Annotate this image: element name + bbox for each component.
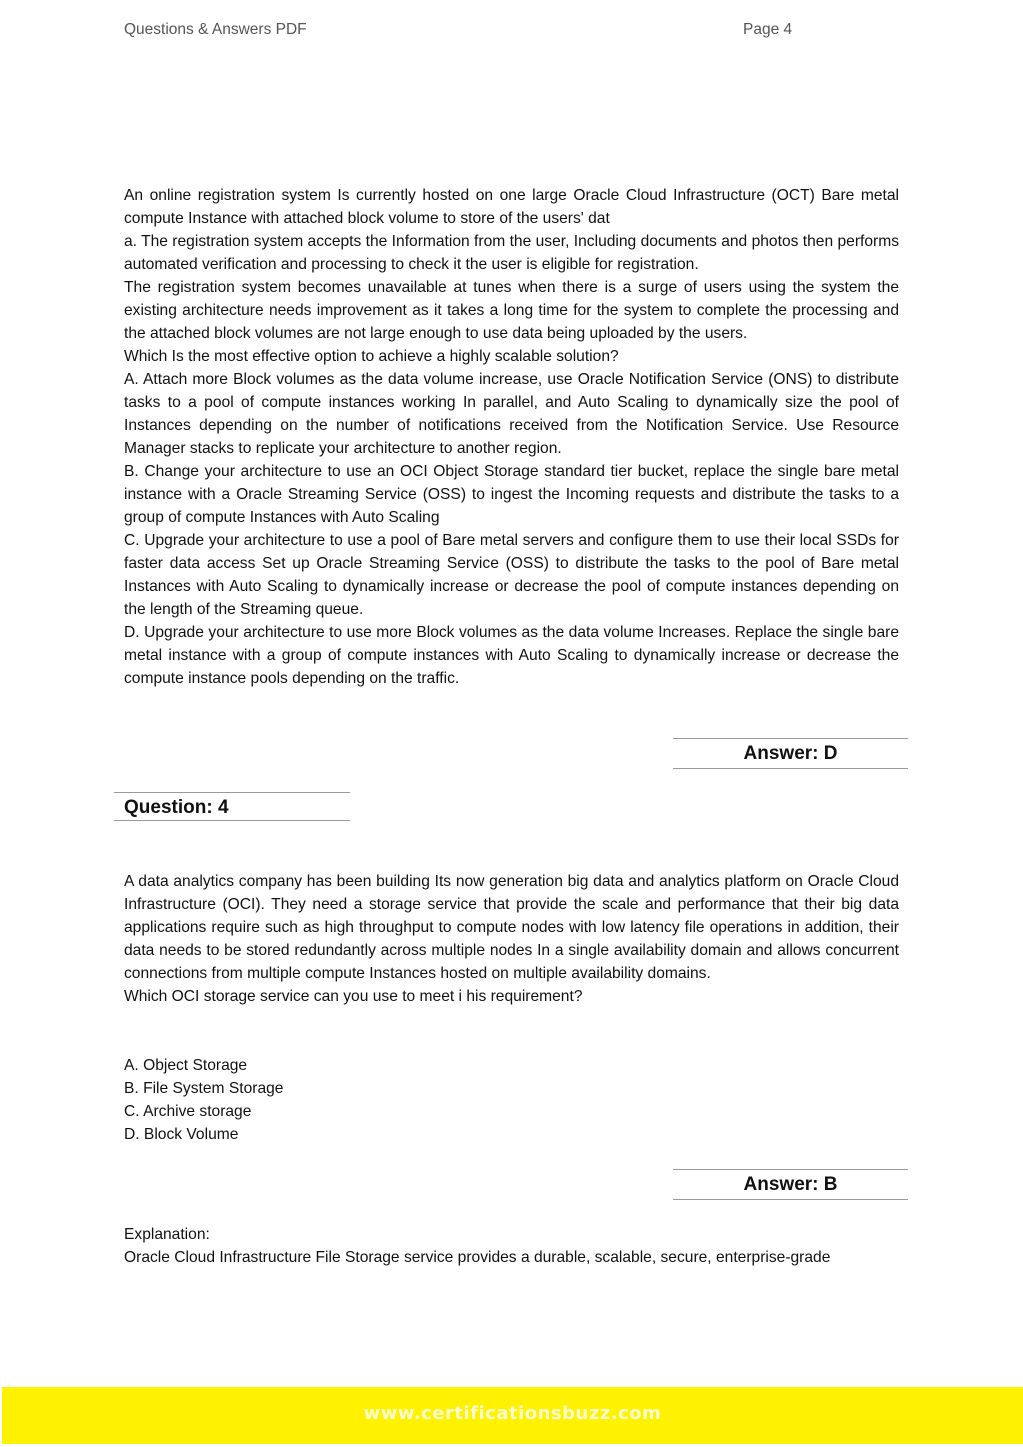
question-3-prompt: Which Is the most effective option to achieve a highly scalable solution?: [124, 348, 619, 365]
question-3-option-b: B. Change your architecture to use an OCI Object Storage standard tier bucket, replace the single bare metal instance with a Oracle Streaming Service (OSS) to ingest the Incoming requests and distribute the tasks to a group of compute Instances with Auto Scaling: [124, 463, 899, 526]
question-3-paragraph: An online registration system Is currently hosted on one large Oracle Cloud Infrastructure (OCT) Bare metal compute Instance with attached block volume to store of the users' dat: [124, 187, 899, 227]
question-3-answer: Answer: D: [673, 738, 908, 769]
question-4-explanation: [124, 1223, 899, 1269]
question-3-paragraph: a. The registration system accepts the Information from the user, Including documents and photos then performs automated verification and processing to check it the user is eligible for registration.: [124, 233, 899, 273]
question-4-answer: Answer: B: [673, 1169, 908, 1200]
question-3-paragraph: The registration system becomes unavailable at tunes when there is a surge of users using the system the existing architecture needs improvement as it takes a long time for the system to complete the processing and the attached block volumes are not large enough to use data being uploaded by the users.: [124, 279, 899, 342]
page-number: Page 4: [743, 21, 793, 38]
footer-website-link[interactable]: www.certificationsbuzz.com: [363, 1403, 662, 1424]
explanation-text: Oracle Cloud Infrastructure File Storage service provides a durable, scalable, secure, enterprise-grade: [124, 1249, 831, 1266]
question-4-option-b: B. File System Storage: [124, 1080, 284, 1097]
question-3-body: [124, 184, 899, 690]
explanation-label: Explanation:: [124, 1226, 210, 1243]
question-4-options: [124, 1054, 899, 1146]
question-3-option-d: D. Upgrade your architecture to use more Block volumes as the data volume Increases. Replace the single bare metal instance with a group of compute instances with Auto Scaling to dynamically increase or decrease the compute instance pools depending on the traffic.: [124, 624, 899, 687]
question-4-body: [124, 870, 899, 1008]
question-3-option-a: A. Attach more Block volumes as the data volume increase, use Oracle Notification Service (ONS) to distribute tasks to a pool of compute instances working In parallel, and Auto Scaling to dynamically size the pool of Instances depending on the number of notifications received from the Notification Service. Use Resource Manager stacks to replicate your architecture to another region.: [124, 371, 899, 457]
question-4-heading: Question: 4: [114, 792, 350, 821]
question-4-option-d: D. Block Volume: [124, 1126, 239, 1143]
footer-banner: [2, 1387, 1023, 1444]
question-4-option-c: C. Archive storage: [124, 1103, 252, 1120]
question-4-option-a: A. Object Storage: [124, 1057, 248, 1074]
question-3-option-c: C. Upgrade your architecture to use a pool of Bare metal servers and configure them to use their local SSDs for faster data access Set up Oracle Streaming Service (OSS) to distribute the tasks to the pool of Bare metal Instances with Auto Scaling to dynamically increase or decrease the pool of compute instances depending on the length of the Streaming queue.: [124, 532, 899, 618]
question-4-paragraph: A data analytics company has been building Its now generation big data and analytics platform on Oracle Cloud Infrastructure (OCI). They need a storage service that provide the scale and performance that their big data applications require such as high throughput to compute nodes with low latency file operations in addition, their data needs to be stored redundantly across multiple nodes In a single availability domain and allows concurrent connections from multiple compute Instances hosted on multiple availability domains.: [124, 873, 899, 982]
document-header-title: Questions & Answers PDF: [124, 21, 307, 38]
question-4-prompt: Which OCI storage service can you use to meet i his requirement?: [124, 988, 583, 1005]
